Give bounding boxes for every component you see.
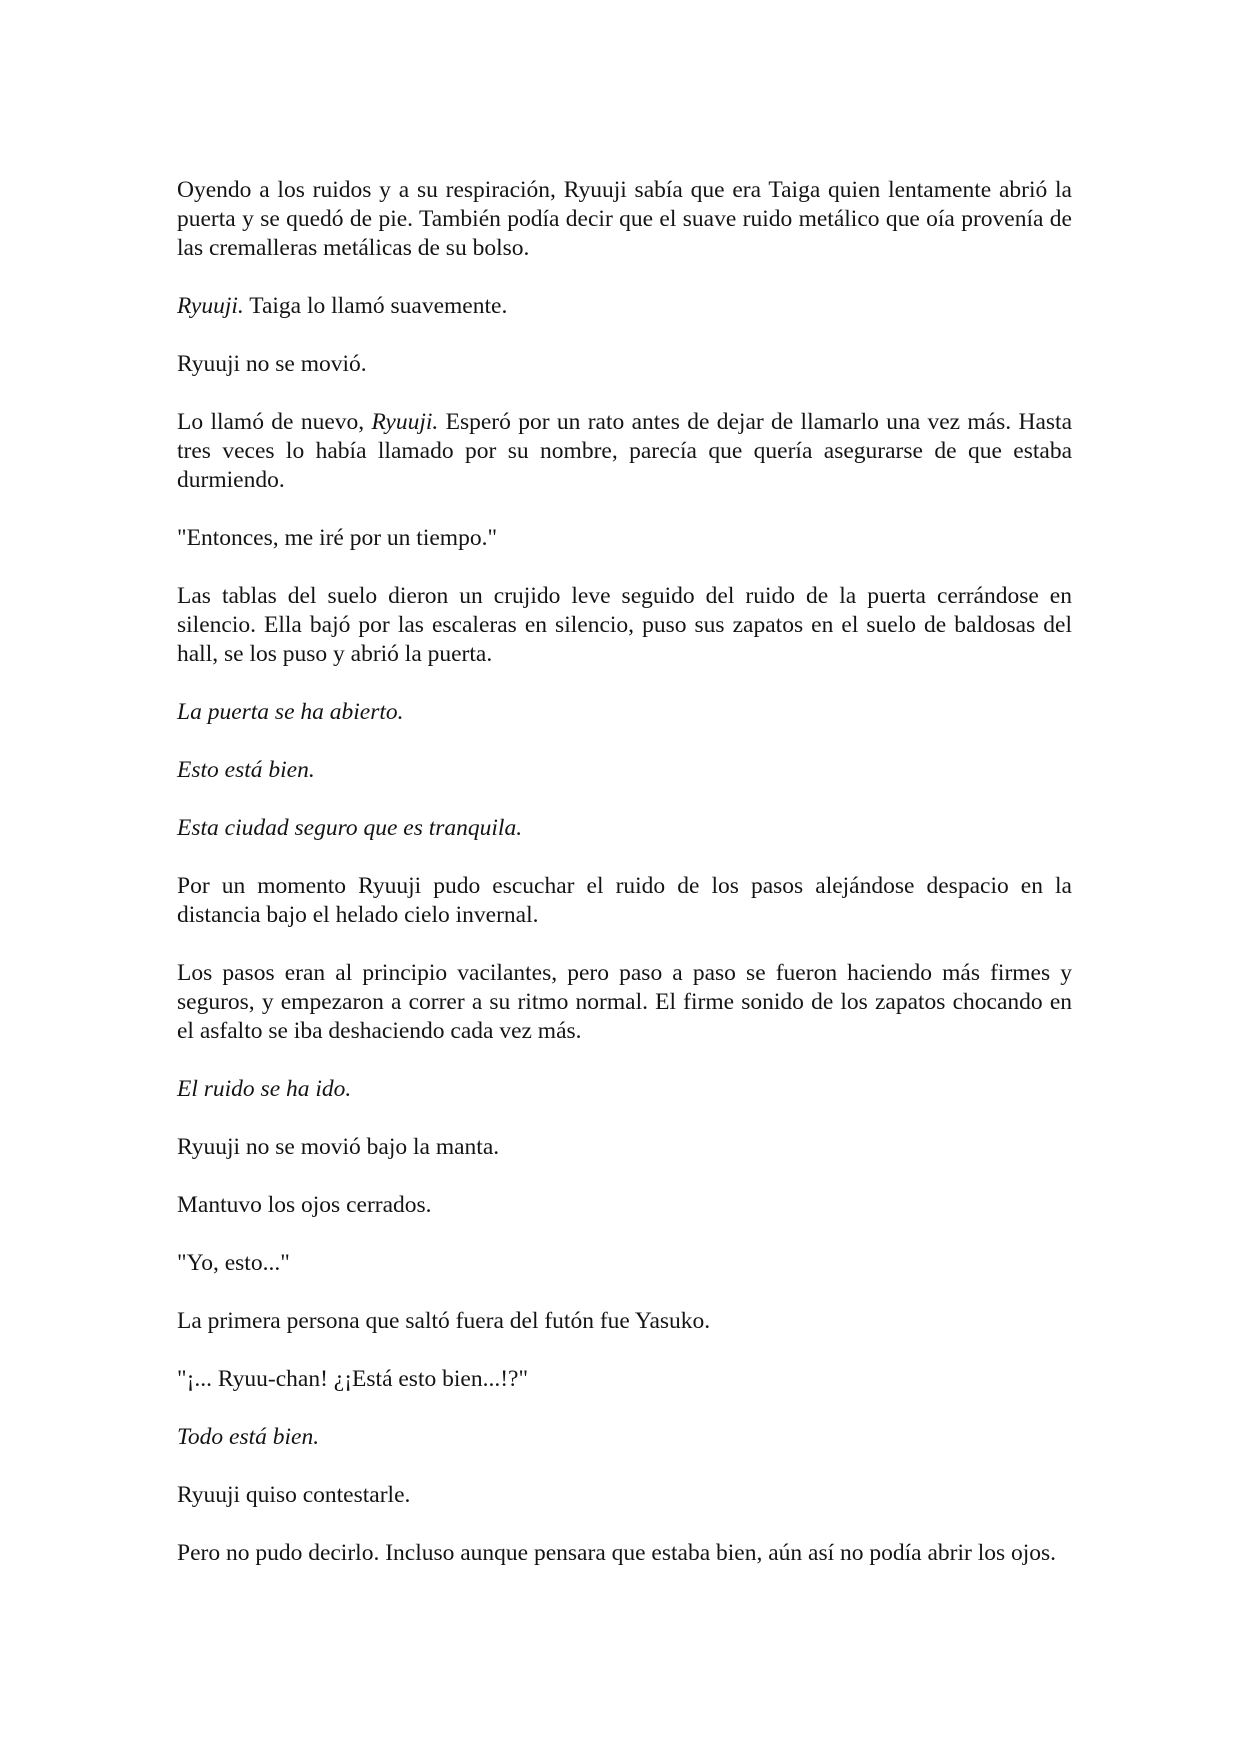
paragraph-text: Mantuvo los ojos cerrados. bbox=[177, 1192, 432, 1218]
paragraph-text: Pero no pudo decirlo. Incluso aunque pensara que estaba bien, aún así no podía abrir los ojos. bbox=[177, 1540, 1057, 1566]
italic-text: Ryuuji. bbox=[177, 293, 244, 319]
paragraph bbox=[177, 1191, 1072, 1220]
paragraph bbox=[177, 872, 1072, 930]
italic-text: El ruido se ha ido. bbox=[177, 1076, 352, 1102]
paragraph-text: La primera persona que saltó fuera del futón fue Yasuko. bbox=[177, 1308, 711, 1334]
italic-text: Esta ciudad seguro que es tranquila. bbox=[177, 815, 523, 841]
paragraph bbox=[177, 582, 1072, 669]
paragraph bbox=[177, 1365, 1072, 1394]
paragraph bbox=[177, 1539, 1072, 1568]
italic-paragraph bbox=[177, 1423, 1072, 1452]
italic-text: Todo está bien. bbox=[177, 1424, 320, 1450]
italic-paragraph bbox=[177, 756, 1072, 785]
paragraph-text: Lo llamó de nuevo, bbox=[177, 409, 372, 435]
italic-paragraph bbox=[177, 814, 1072, 843]
paragraph-text: Los pasos eran al principio vacilantes, pero paso a paso se fueron haciendo más firmes y seguros, y empezaron a correr a su ritmo normal. El firme sonido de los zapatos chocando en el asfalto se iba deshaciendo cada vez más. bbox=[177, 960, 1072, 1044]
paragraph bbox=[177, 524, 1072, 553]
paragraph bbox=[177, 1481, 1072, 1510]
paragraph-text: Esperó por un rato antes de dejar de llamarlo una vez más. Hasta tres veces lo había llamado por su nombre, parecía que quería asegurarse de que estaba durmiendo. bbox=[177, 409, 1072, 493]
paragraph-text: Oyendo a los ruidos y a su respiración, Ryuuji sabía que era Taiga quien lentamente abrió la puerta y se quedó de pie. También podía decir que el suave ruido metálico que oía provenía de las cremalleras metálicas de su bolso. bbox=[177, 177, 1072, 261]
italic-text: La puerta se ha abierto. bbox=[177, 699, 404, 725]
paragraph-text: Ryuuji no se movió. bbox=[177, 351, 367, 377]
paragraph bbox=[177, 408, 1072, 495]
paragraph bbox=[177, 1307, 1072, 1336]
paragraph bbox=[177, 959, 1072, 1046]
paragraph bbox=[177, 176, 1072, 263]
paragraph bbox=[177, 350, 1072, 379]
italic-text: Ryuuji. bbox=[371, 409, 439, 435]
paragraph-text: "¡... Ryuu-chan! ¿¡Está esto bien...!?" bbox=[177, 1366, 529, 1392]
italic-paragraph bbox=[177, 698, 1072, 727]
paragraph-text: "Entonces, me iré por un tiempo." bbox=[177, 525, 498, 551]
paragraph bbox=[177, 1133, 1072, 1162]
paragraph bbox=[177, 1249, 1072, 1278]
paragraph-text: Ryuuji no se movió bajo la manta. bbox=[177, 1134, 500, 1160]
italic-text: Esto está bien. bbox=[177, 757, 315, 783]
paragraph-text: Taiga lo llamó suavemente. bbox=[243, 293, 508, 319]
italic-paragraph bbox=[177, 1075, 1072, 1104]
paragraph-text: Las tablas del suelo dieron un crujido leve seguido del ruido de la puerta cerrándose en silencio. Ella bajó por las escaleras en silencio, puso sus zapatos en el suelo de baldosas del hall, se los puso y abrió la puerta. bbox=[177, 583, 1072, 667]
paragraph-text: "Yo, esto..." bbox=[177, 1250, 290, 1276]
paragraph-text: Ryuuji quiso contestarle. bbox=[177, 1482, 411, 1508]
paragraph-text: Por un momento Ryuuji pudo escuchar el ruido de los pasos alejándose despacio en la distancia bajo el helado cielo invernal. bbox=[177, 873, 1072, 928]
document-body bbox=[177, 176, 1072, 1568]
paragraph bbox=[177, 292, 1072, 321]
